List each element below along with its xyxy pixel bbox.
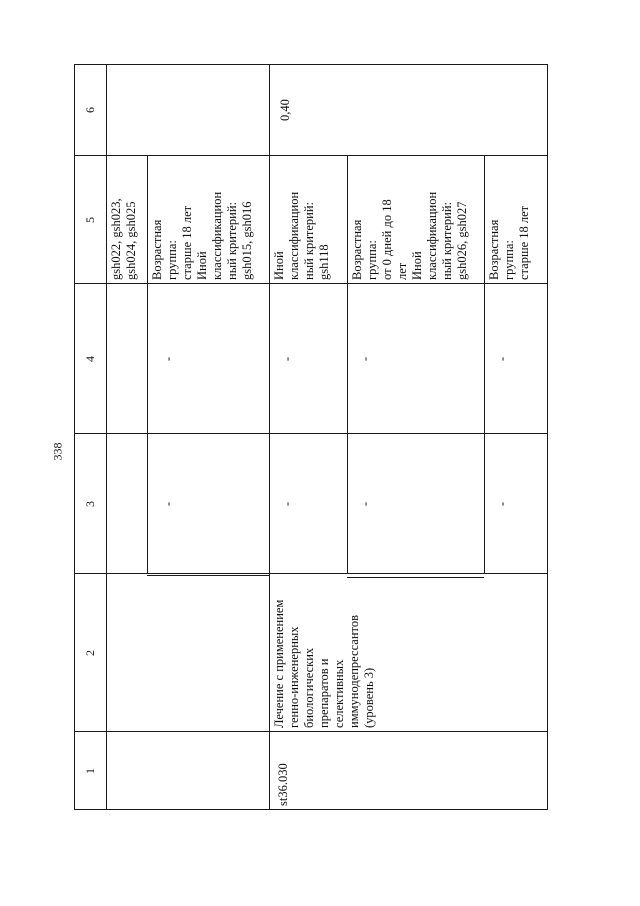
table-left-border: [74, 809, 548, 810]
row1-inner-left: [147, 575, 269, 576]
row1-col4: -: [160, 356, 175, 362]
row2-sub1-col3: -: [279, 501, 294, 507]
row2-code: st36.030: [276, 763, 290, 806]
row2-sub1-col4: -: [279, 356, 294, 362]
row1-col3: -: [160, 501, 175, 507]
row1-criteria: Возрастная группа: старше 18 лет Иной классификацион ный критерий: gsh015, gsh016: [150, 191, 254, 280]
row1-criteria-top: gsh022, gsh023, gsh024, gsh025: [109, 198, 138, 280]
col-separator-3: [74, 433, 548, 434]
header-col-6: 6: [82, 107, 97, 113]
row2-coefficient: 0,40: [277, 99, 292, 121]
header-col-4: 4: [82, 356, 97, 362]
row2-sub3-criteria: Возрастная группа: старше 18 лет: [487, 205, 531, 280]
table-right-border: [74, 64, 548, 65]
row2-sub2-criteria: Возрастная группа: от 0 дней до 18 лет Иной классификацион ный критерий: gsh026, gsh027: [350, 191, 469, 280]
row2-sub3-col3: -: [494, 501, 509, 507]
header-col-5: 5: [82, 217, 97, 223]
row2-sub1-criteria: Иной классификацион ный критерий: gsh118: [272, 191, 331, 280]
header-col-2: 2: [82, 650, 97, 656]
page-number: 338: [50, 442, 65, 460]
row2-sub2-col3: -: [357, 501, 372, 507]
row2-sub2-col4: -: [357, 356, 372, 362]
table-bottom-border: [547, 64, 548, 810]
header-col-3: 3: [82, 501, 97, 507]
header-col-1: 1: [82, 768, 97, 774]
tariff-table: [74, 64, 548, 810]
row2-sub3-col4: -: [494, 356, 509, 362]
row2-name: Лечение с применением генно-инженерных биологических препаратов и селективных иммунодепрессантов (уровень 3): [272, 599, 376, 728]
